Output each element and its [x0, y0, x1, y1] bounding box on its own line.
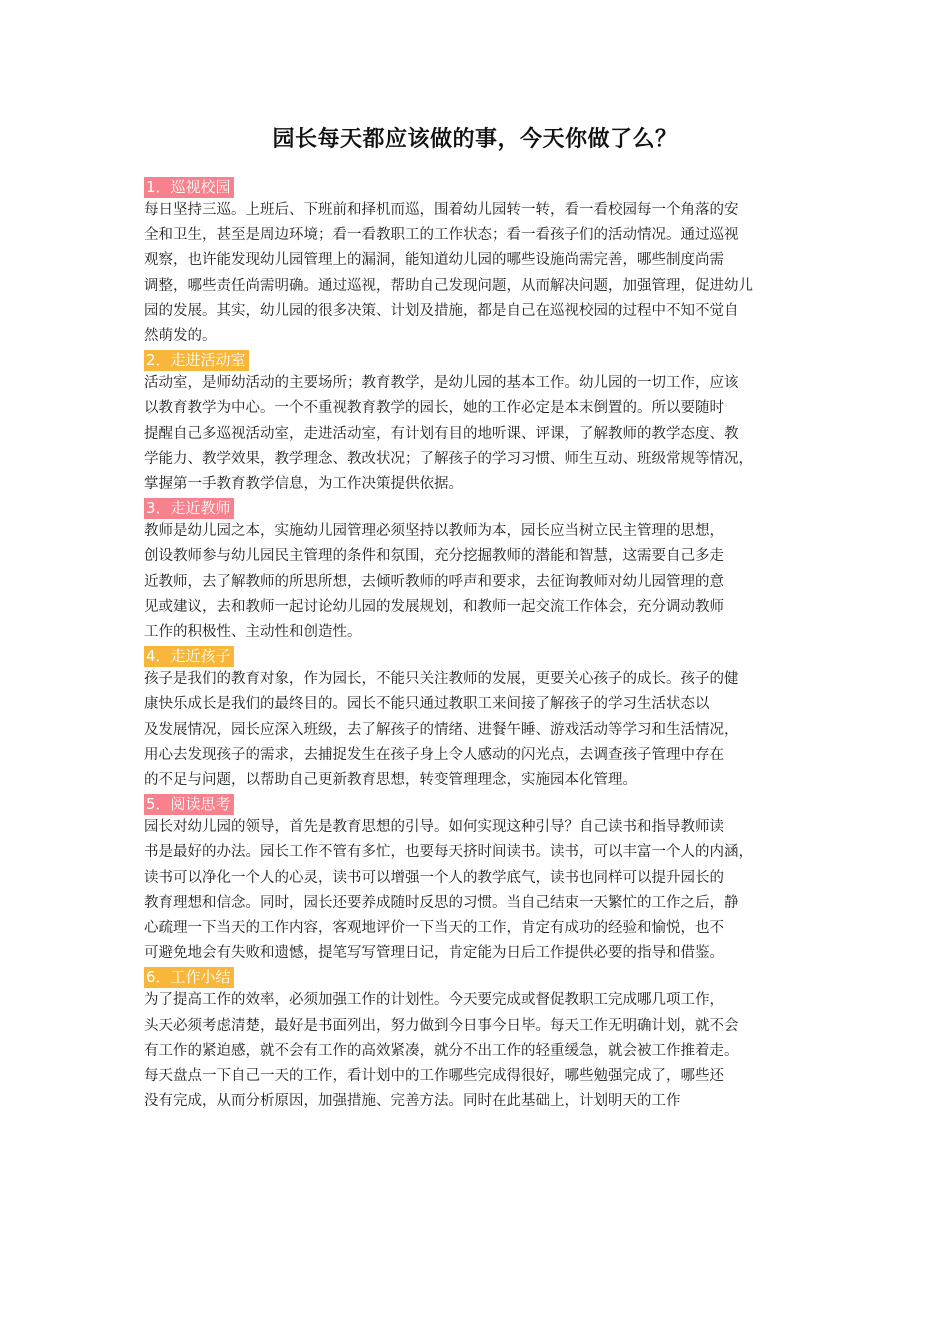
- section-paragraph: [144, 988, 812, 1114]
- paragraph-line: 读书可以净化一个人的心灵，读书可以增强一个人的教学底气，读书也同样可以提升园长的: [144, 869, 724, 886]
- section-heading-row: [144, 793, 812, 815]
- paragraph-line: 心疏理一下当天的工作内容，客观地评价一下当天的工作，肯定有成功的经验和愉悦，也不: [144, 920, 724, 937]
- paragraph-line: 的不足与问题，以帮助自己更新教育思想，转变管理理念，实施园本化管理。: [144, 772, 637, 789]
- paragraph-line: 全和卫生，甚至是周边环境；看一看教职工的工作状态；看一看孩子们的活动情况。通过巡视: [144, 227, 739, 244]
- section-paragraph: [144, 815, 812, 966]
- paragraph-line: 然萌发的。: [144, 328, 217, 345]
- paragraph-line: 每日坚持三巡。上班后、下班前和择机而巡，围着幼儿园转一转，看一看校园每一个角落的安: [144, 202, 739, 218]
- paragraph-line: 观察，也许能发现幼儿园管理上的漏洞，能知道幼儿园的哪些设施尚需完善，哪些制度尚需: [144, 252, 724, 269]
- section-heading-row: [144, 966, 812, 988]
- paragraph-line: 书是最好的办法。园长工作不管有多忙，也要每天挤时间读书。读书，可以丰富一个人的内涵，: [144, 844, 753, 861]
- paragraph-line: 为了提高工作的效率，必须加强工作的计划性。今天要完成或督促教职工完成哪几项工作，: [144, 992, 724, 1009]
- page-title: 园长每天都应该做的事，今天你做了么？: [272, 126, 678, 152]
- section-heading: 2．走进活动室: [144, 350, 249, 371]
- section-heading-row: [144, 176, 812, 198]
- paragraph-line: 园长对幼儿园的领导，首先是教育思想的引导。如何实现这种引导？自己读书和指导教师读: [144, 819, 724, 836]
- paragraph-line: 用心去发现孩子的需求，去捕捉发生在孩子身上令人感动的闪光点，去调查孩子管理中存在: [144, 746, 724, 763]
- paragraph-line: 有工作的紧迫感，就不会有工作的高效紧凑，就分不出工作的轻重缓急，就会被工作推着走。: [144, 1042, 739, 1059]
- section-heading: 3．走近教师: [144, 498, 234, 519]
- paragraph-line: 及发展情况，园长应深入班级，去了解孩子的情绪、进餐午睡、游戏活动等学习和生活情况，: [144, 721, 739, 738]
- article-body: [144, 176, 812, 1115]
- section-paragraph: [144, 198, 812, 349]
- section-heading-row: [144, 349, 812, 371]
- paragraph-line: 头天必须考虑清楚，最好是书面列出，努力做到今日事今日毕。每天工作无明确计划，就不会: [144, 1017, 739, 1034]
- paragraph-line: 活动室，是师幼活动的主要场所；教育教学，是幼儿园的基本工作。幼儿园的一切工作，应该: [144, 375, 739, 392]
- section-heading-row: [144, 645, 812, 667]
- section-heading: 6．工作小结: [144, 967, 234, 988]
- paragraph-line: 教育理想和信念。同时，园长还要养成随时反思的习惯。当自己结束一天繁忙的工作之后，静: [144, 894, 739, 911]
- paragraph-line: 可避免地会有失败和遗憾，提笔写写管理日记，肯定能为日后工作提供必要的指导和借鉴。: [144, 945, 724, 962]
- paragraph-line: 创设教师参与幼儿园民主管理的条件和氛围，充分挖掘教师的潜能和智慧，这需要自己多走: [144, 548, 724, 565]
- paragraph-line: 园的发展。其实，幼儿园的很多决策、计划及措施，都是自己在巡视校园的过程中不知不觉自: [144, 302, 739, 319]
- paragraph-line: 近教师，去了解教师的所思所想，去倾听教师的呼声和要求，去征询教师对幼儿园管理的意: [144, 573, 724, 590]
- section-paragraph: [144, 371, 812, 497]
- section-paragraph: [144, 667, 812, 793]
- section-heading: 4．走近孩子: [144, 646, 234, 667]
- paragraph-line: 以教育教学为中心。一个不重视教育教学的园长，她的工作必定是本末倒置的。所以要随时: [144, 400, 724, 417]
- paragraph-line: 孩子是我们的教育对象，作为园长，不能只关注教师的发展，更要关心孩子的成长。孩子的健: [144, 671, 739, 688]
- section-paragraph: [144, 519, 812, 645]
- paragraph-line: 每天盘点一下自己一天的工作，看计划中的工作哪些完成得很好，哪些勉强完成了，哪些还: [144, 1068, 724, 1085]
- section-heading: 5．阅读思考: [144, 794, 234, 815]
- paragraph-line: 工作的积极性、主动性和创造性。: [144, 624, 362, 641]
- paragraph-line: 康快乐成长是我们的最终目的。园长不能只通过教职工来间接了解孩子的学习生活状态以: [144, 696, 710, 713]
- paragraph-line: 见或建议，去和教师一起讨论幼儿园的发展规划，和教师一起交流工作体会，充分调动教师: [144, 598, 724, 615]
- paragraph-line: 掌握第一手教育教学信息，为工作决策提供依据。: [144, 476, 463, 493]
- paragraph-line: 教师是幼儿园之本，实施幼儿园管理必须坚持以教师为本，园长应当树立民主管理的思想，: [144, 523, 724, 540]
- section-heading-row: [144, 497, 812, 519]
- section-heading: 1．巡视校园: [144, 177, 234, 198]
- paragraph-line: 提醒自己多巡视活动室，走进活动室，有计划有目的地听课、评课，了解教师的教学态度、教: [144, 425, 739, 442]
- paragraph-line: 学能力、教学效果，教学理念、教改状况；了解孩子的学习习惯、师生互动、班级常规等情况，: [144, 450, 753, 467]
- paragraph-line: 没有完成，从而分析原因，加强措施、完善方法。同时在此基础上，计划明天的工作: [144, 1093, 681, 1110]
- paragraph-line: 调整，哪些责任尚需明确。通过巡视，帮助自己发现问题，从而解决问题，加强管理，促进幼儿: [144, 277, 753, 294]
